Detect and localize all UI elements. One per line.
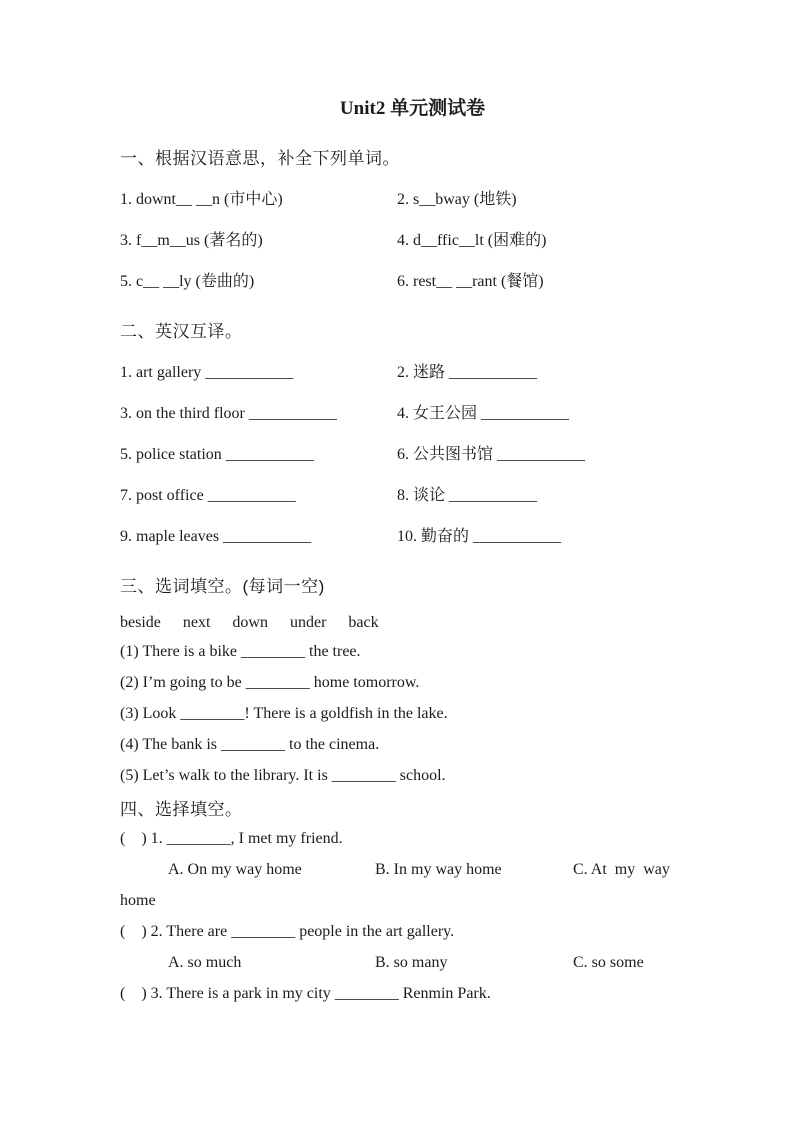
word-item: 2. s__bway (地铁)	[397, 191, 517, 208]
fill-sentence-3: (3) Look ________! There is a goldfish in the lake.	[120, 705, 448, 722]
fill-sentence-2: (2) I’m going to be ________ home tomorrow.	[120, 674, 420, 691]
question-1-options	[120, 854, 677, 885]
word-item: 3. f__m__us (著名的)	[120, 232, 263, 249]
fill-sentence-5: (5) Let’s walk to the library. It is ________ school.	[120, 767, 446, 784]
fill-sentence-4: (4) The bank is ________ to the cinema.	[120, 736, 380, 753]
question-2-options	[120, 947, 677, 978]
option-a: A. On my way home	[168, 861, 302, 878]
section1-heading: 一、根据汉语意思，补全下列单词。	[120, 149, 400, 168]
section2-row-5	[120, 524, 677, 550]
translation-item: 7. post office ___________	[120, 487, 296, 504]
translation-item: 9. maple leaves ___________	[120, 528, 312, 545]
translation-item: 1. art gallery ___________	[120, 364, 294, 381]
section1-row-1	[120, 187, 677, 213]
section3-heading: 三、选词填空。(每词一空)	[120, 577, 325, 596]
option-c: C. At my way	[573, 861, 670, 878]
bank-word: down	[232, 614, 268, 631]
word-item: 5. c__ __ly (卷曲的)	[120, 273, 255, 290]
section2-row-3	[120, 442, 677, 468]
word-item: 1. downt__ __n (市中心)	[120, 191, 283, 208]
question-2-stem: ( ) 2. There are ________ people in the art gallery.	[120, 923, 455, 940]
translation-item: 8. 谈论 ___________	[397, 487, 538, 504]
translation-item: 6. 公共图书馆 ___________	[397, 446, 586, 463]
worksheet-content	[120, 0, 677, 1009]
section2-heading: 二、英汉互译。	[120, 322, 243, 341]
bank-word: next	[182, 614, 211, 631]
page-title: Unit2 单元测试卷	[339, 98, 486, 119]
question-1-stem: ( ) 1. ________, I met my friend.	[120, 830, 343, 847]
fill-sentence-1: (1) There is a bike ________ the tree.	[120, 643, 361, 660]
option-b: B. In my way home	[375, 861, 502, 878]
translation-item: 4. 女王公园 ___________	[397, 405, 570, 422]
section2-row-4	[120, 483, 677, 509]
bank-word: under	[289, 614, 327, 631]
section2-row-1	[120, 360, 677, 386]
question-3-stem: ( ) 3. There is a park in my city ________ Renmin Park.	[120, 985, 491, 1002]
option-b: B. so many	[375, 954, 448, 971]
question-1-option-c-wrap: home	[120, 892, 156, 909]
translation-item: 5. police station ___________	[120, 446, 314, 463]
bank-word: beside	[120, 614, 161, 631]
translation-item: 3. on the third floor ___________	[120, 405, 337, 422]
translation-item: 2. 迷路 ___________	[397, 364, 538, 381]
section4-heading: 四、选择填空。	[120, 800, 243, 819]
translation-item: 10. 勤奋的 ___________	[397, 528, 562, 545]
section2-row-2	[120, 401, 677, 427]
word-item: 6. rest__ __rant (餐馆)	[397, 273, 544, 290]
word-item: 4. d__ffic__lt (困难的)	[397, 232, 547, 249]
option-a: A. so much	[168, 954, 242, 971]
option-c: C. so some	[573, 954, 644, 971]
bank-word: back	[348, 614, 379, 631]
word-bank	[120, 610, 677, 636]
section1-row-2	[120, 228, 677, 254]
section1-row-3	[120, 269, 677, 295]
